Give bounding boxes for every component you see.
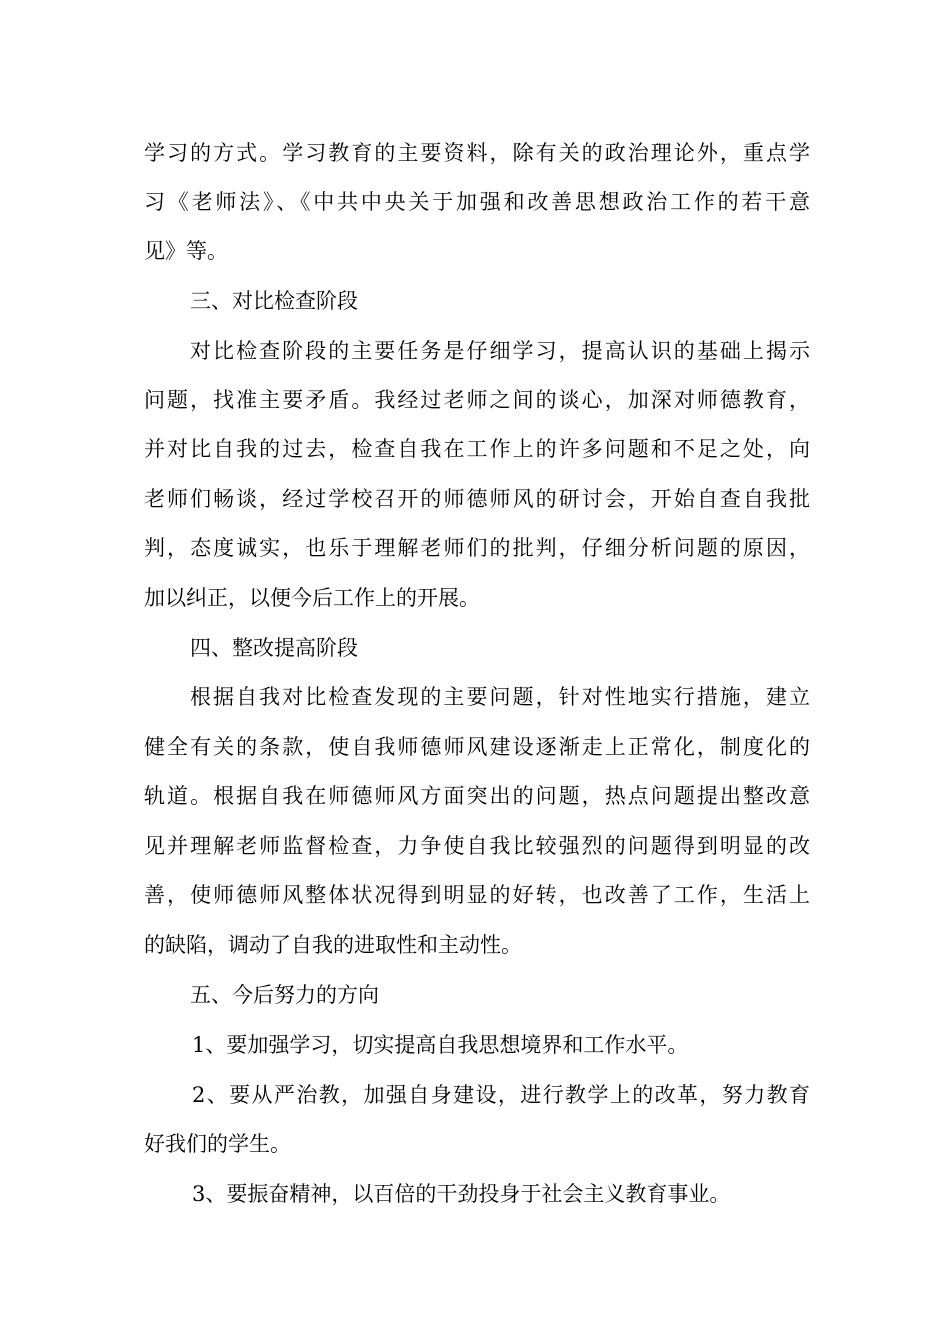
text-line: 问题，找准主要矛盾。我经过老师之间的谈心，加深对师德教育， bbox=[144, 388, 810, 412]
text-line: 学习的方式。学习教育的主要资料，除有关的政治理论外，重点学 bbox=[144, 141, 810, 165]
text-line: 见》等。 bbox=[144, 239, 228, 263]
text-line: 判，态度诚实，也乐于理解老师们的批判，仔细分析问题的原因， bbox=[144, 536, 810, 560]
text-line: 善，使师德师风整体状况得到明显的好转，也改善了工作，生活上 bbox=[144, 883, 810, 907]
list-item: 2、要从严治教，加强自身建设，进行教学上的改革，努力教育 bbox=[192, 1083, 810, 1107]
text-line: 老师们畅谈，经过学校召开的师德师风的研讨会，开始自查自我批 bbox=[144, 487, 810, 511]
list-item-continuation: 好我们的学生。 bbox=[144, 1132, 291, 1156]
text-line: 轨道。根据自我在师德师风方面突出的问题，热点问题提出整改意 bbox=[144, 784, 810, 808]
text-line: 健全有关的条款，使自我师德师风建设逐渐走上正常化，制度化的 bbox=[144, 735, 810, 759]
section-heading: 三、对比检查阶段 bbox=[190, 289, 358, 313]
text-line: 加以纠正，以便今后工作上的开展。 bbox=[144, 586, 480, 610]
text-line: 对比检查阶段的主要任务是仔细学习，提高认识的基础上揭示 bbox=[190, 339, 810, 363]
text-line: 的缺陷，调动了自我的进取性和主动性。 bbox=[144, 933, 522, 957]
section-heading: 五、今后努力的方向 bbox=[190, 983, 379, 1007]
text-line: 并对比自我的过去，检查自我在工作上的许多问题和不足之处，向 bbox=[144, 437, 810, 461]
text-line: 根据自我对比检查发现的主要问题，针对性地实行措施，建立 bbox=[190, 685, 810, 709]
list-item: 3、要振奋精神，以百倍的干劲投身于社会主义教育事业。 bbox=[192, 1182, 731, 1206]
section-heading: 四、整改提高阶段 bbox=[190, 636, 358, 660]
text-line: 见并理解老师监督检查，力争使自我比较强烈的问题得到明显的改 bbox=[144, 834, 810, 858]
list-item: 1、要加强学习，切实提高自我思想境界和工作水平。 bbox=[192, 1033, 689, 1057]
text-line: 习《老师法》、《中共中央关于加强和改善思想政治工作的若干意 bbox=[144, 190, 810, 214]
